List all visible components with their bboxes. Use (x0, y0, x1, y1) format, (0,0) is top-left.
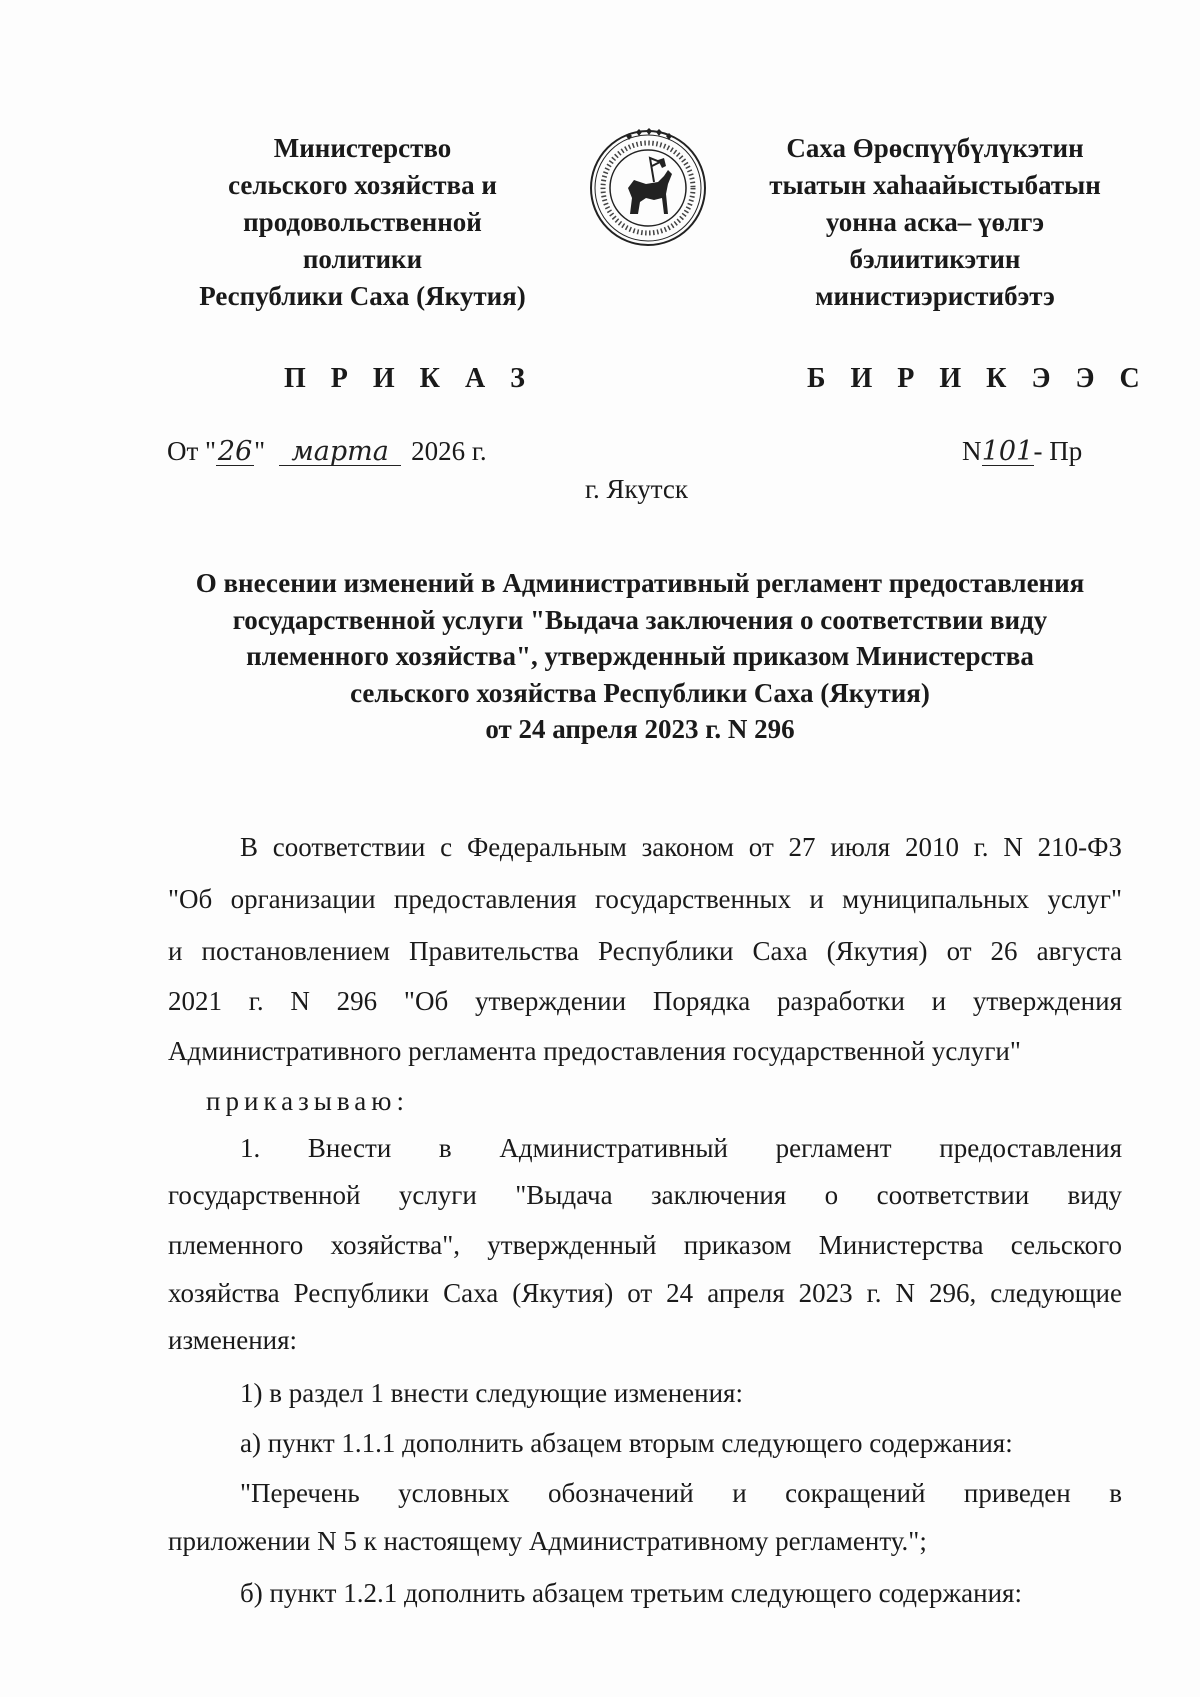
header-right-line: тыатын хаһаайыстыбатын (769, 170, 1101, 200)
header-left-line: Министерство (273, 133, 452, 163)
ministry-name-russian (175, 130, 550, 315)
number-handwritten: 101 (981, 436, 1034, 467)
ministry-name-sakha (745, 130, 1125, 315)
title-line: сельского хозяйства Республики Саха (Якутия) (350, 677, 930, 708)
body-line: приложении N 5 к настоящему Административному регламенту."; (168, 1526, 927, 1556)
body-line: изменения: (168, 1325, 298, 1355)
date-month-handwritten: марта (279, 439, 401, 466)
body-line: 1) в раздел 1 внести следующие изменения: (240, 1378, 743, 1408)
order-number (962, 436, 1082, 467)
header-right-line: уонна аска– үөлгэ (825, 207, 1045, 237)
body-line: племенного хозяйства", утвержденный приказом Министерства сельского (168, 1230, 1122, 1260)
date-quote: " (254, 436, 266, 466)
body-line: 2021 г. N 296 "Об утверждении Порядка разработки и утверждения (168, 986, 1122, 1016)
document-title (160, 565, 1120, 748)
body-line: В соответствии с Федеральным законом от 27 июля 2010 г. N 210-ФЗ (240, 832, 1122, 862)
header-right-line: Саха Өрөспүүбүлүкэтин (786, 133, 1084, 163)
order-date (167, 436, 487, 467)
header-right-line: бэлиитикэтин (849, 244, 1021, 274)
body-line: "Перечень условных обозначений и сокращений приведен в (240, 1478, 1122, 1508)
header-left-line: политики (302, 244, 423, 274)
body-line: хозяйства Республики Саха (Якутия) от 24 апреля 2023 г. N 296, следующие (168, 1278, 1122, 1308)
body-line: 1. Внести в Административный регламент предоставления (240, 1133, 1122, 1163)
header-right-line: министиэристибэтэ (815, 281, 1055, 311)
header-left-line: Республики Саха (Якутия) (199, 281, 526, 311)
decree-word: приказываю: (206, 1086, 409, 1116)
date-day-handwritten: 26 (217, 436, 253, 467)
order-word-sakha: Б И Р И К Э Э С (807, 363, 1149, 394)
body-line: "Об организации предоставления государственных и муниципальных услуг" (168, 884, 1122, 914)
body-line: Административного регламента предоставления государственной услуги" (168, 1036, 1021, 1066)
body-line: и постановлением Правительства Республики Саха (Якутия) от 26 августа (168, 936, 1122, 966)
date-year: 2026 г. (411, 436, 487, 466)
number-prefix: N (962, 436, 982, 466)
body-line: б) пункт 1.2.1 дополнить абзацем третьим следующего содержания: (240, 1578, 1022, 1608)
title-line: государственной услуги "Выдача заключения о соответствии виду (232, 604, 1048, 635)
date-prefix: От " (167, 436, 217, 466)
title-line: от 24 апреля 2023 г. N 296 (485, 714, 795, 744)
sakha-republic-emblem-icon (588, 128, 708, 248)
number-suffix: - Пр (1033, 436, 1083, 466)
title-line: племенного хозяйства", утвержденный приказом Министерства (246, 641, 1034, 671)
order-city: г. Якутск (585, 474, 689, 504)
title-line: О внесении изменений в Административный регламент предоставления (195, 568, 1085, 598)
header-left-line: сельского хозяйства и (228, 170, 497, 200)
body-line: а) пункт 1.1.1 дополнить абзацем вторым следующего содержания: (240, 1428, 1013, 1458)
order-word-russian: П Р И К А З (284, 363, 534, 394)
body-line: государственной услуги "Выдача заключения о соответствии виду (168, 1180, 1122, 1210)
header-left-line: продовольственной (243, 207, 482, 237)
